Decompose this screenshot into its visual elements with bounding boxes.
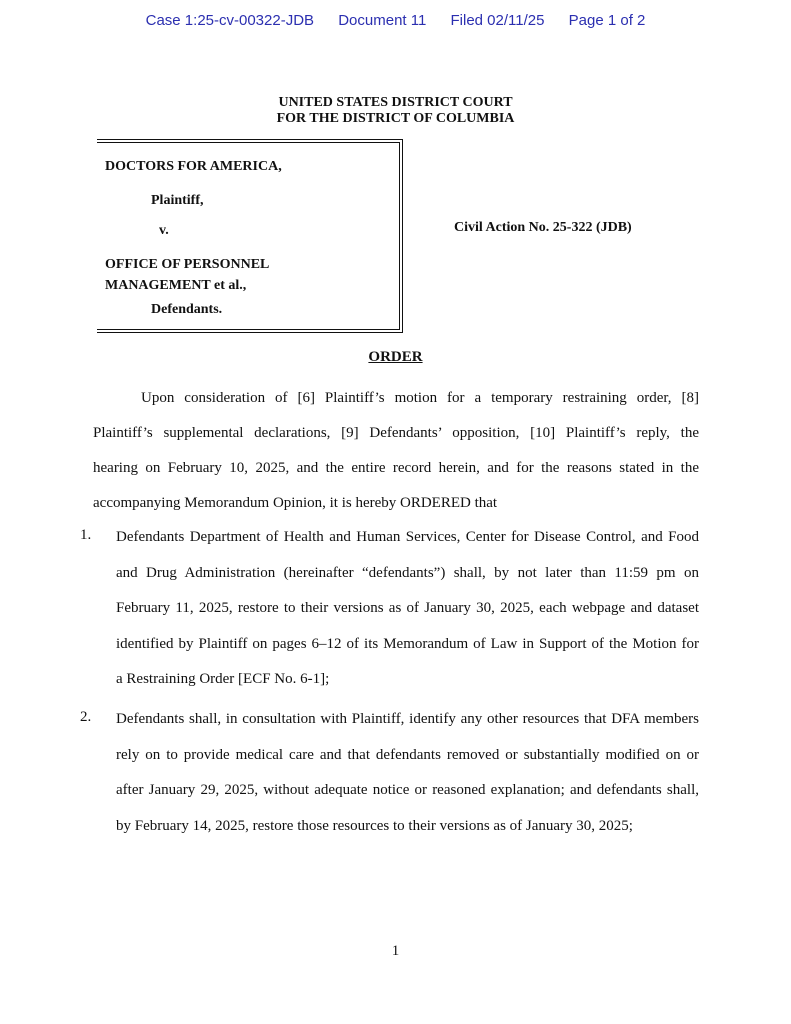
court-name-line1: UNITED STATES DISTRICT COURT (278, 95, 513, 110)
ecf-filing-header (0, 12, 791, 29)
page-indicator: Page 1 of 2 (568, 12, 646, 29)
item-number: 1. (80, 527, 92, 543)
item-line: and Drug Administration (hereinafter “defendants”) shall, by not later than 11:59 pm on (116, 564, 699, 581)
order-title-text: ORDER (368, 349, 423, 365)
order-intro-paragraph (93, 381, 699, 521)
case-number: Case 1:25-cv-00322-JDB (145, 12, 315, 29)
plaintiff-name: DOCTORS FOR AMERICA, (105, 159, 282, 174)
item-line: a Restraining Order [ECF No. 6-1]; (116, 671, 330, 687)
intro-line: accompanying Memorandum Opinion, it is hereby ORDERED that (93, 495, 498, 511)
plaintiff-role: Plaintiff, (151, 193, 204, 208)
order-item-2 (116, 702, 699, 844)
versus-label: v. (159, 223, 169, 238)
intro-line: hearing on February 10, 2025, and the entire record herein, and for the reasons stated in the (93, 460, 699, 476)
intro-line: Upon consideration of [6] Plaintiff’s motion for a temporary restraining order, [8] (141, 390, 699, 406)
court-heading (0, 95, 791, 127)
item-line: rely on to provide medical care and that defendants removed or substantially modified on or (116, 746, 699, 763)
page-number: 1 (391, 943, 400, 959)
filed-date: Filed 02/11/25 (450, 12, 545, 29)
item-line: February 11, 2025, restore to their versions as of January 30, 2025, each webpage and dataset (116, 600, 699, 616)
defendant-name-line1: OFFICE OF PERSONNEL (105, 257, 270, 272)
item-line: by February 14, 2025, restore those resources to their versions as of January 30, 2025; (116, 817, 633, 834)
item-line: Defendants shall, in consultation with Plaintiff, identify any other resources that DFA members (116, 711, 699, 727)
order-item-1 (116, 520, 699, 698)
item-line: identified by Plaintiff on pages 6–12 of its Memorandum of Law in Support of the Motion for (116, 635, 699, 652)
item-line: after January 29, 2025, without adequate notice or reasoned explanation; and defendants shall, (116, 782, 699, 798)
civil-action-number: Civil Action No. 25-322 (JDB) (454, 220, 632, 235)
court-name-line2: FOR THE DISTRICT OF COLUMBIA (276, 111, 515, 126)
defendant-role: Defendants. (151, 302, 223, 317)
document-number: Document 11 (338, 12, 427, 29)
defendant-name-line2: MANAGEMENT et al., (105, 278, 247, 293)
order-title (0, 349, 791, 366)
item-line: Defendants Department of Health and Human Services, Center for Disease Control, and Food (116, 529, 699, 545)
intro-line: Plaintiff’s supplemental declarations, [9] Defendants’ opposition, [10] Plaintiff’s reply, the (93, 425, 699, 441)
item-number: 2. (80, 709, 92, 725)
